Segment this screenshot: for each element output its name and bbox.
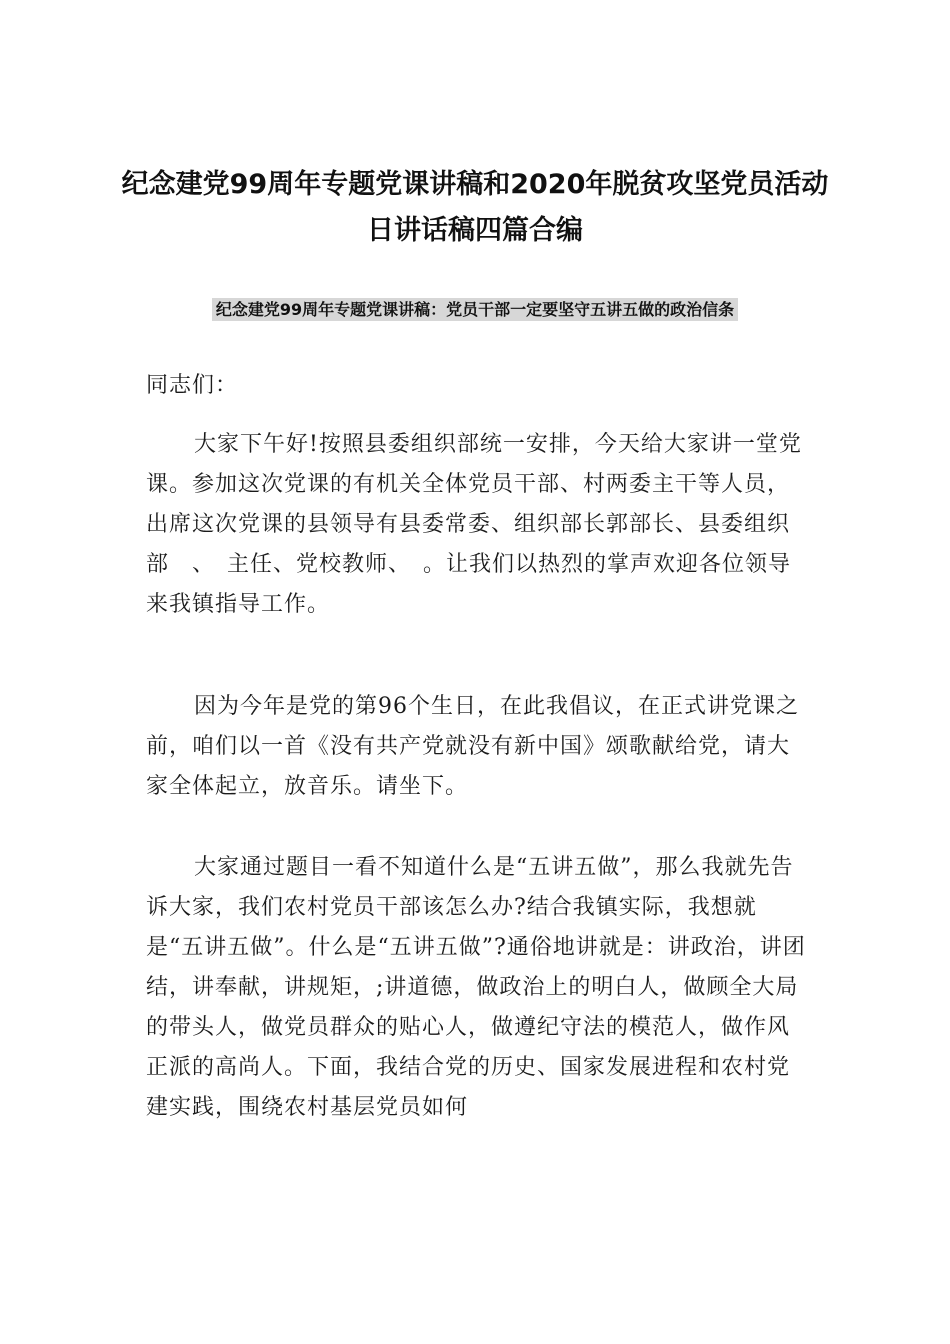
greeting: 同志们： bbox=[146, 373, 239, 398]
document-subtitle bbox=[110, 296, 840, 324]
paragraph: 因为今年是党的第96个生日，在此我倡议，在正式讲党课之前，咱们以一首《没有共产党就没有新中国》颂歌献给党，请大家全体起立，放音乐。请坐下。 bbox=[146, 694, 799, 799]
subtitle-text: 纪念建党99周年专题党课讲稿：党员干部一定要坚守五讲五做的政治信条 bbox=[212, 298, 738, 321]
document-title: 纪念建党99周年专题党课讲稿和2020年脱贫攻坚党员活动日讲话稿四篇合编 bbox=[121, 169, 829, 246]
paragraph: 大家下午好!按照县委组织部统一安排，今天给大家讲一堂党课。参加这次党课的有机关全体党员干部、村两委主干等人员，出席这次党课的县领导有县委常委、组织部长郭部长、县委组织部 、 主任、党校教师、 。让我们以热烈的掌声欢迎各位领导来我镇指导工作。 bbox=[146, 432, 802, 617]
paragraph: 大家通过题目一看不知道什么是“五讲五做”，那么我就先告诉大家，我们农村党员干部该怎么办?结合我镇实际，我想就是“五讲五做”。什么是“五讲五做”?通俗地讲就是：讲政治，讲团结，讲奉献，讲规矩，;讲道德，做政治上的明白人，做顾全大局的带头人，做党员群众的贴心人，做遵纪守法的模范人，做作风正派的高尚人。下面，我结合党的历史、国家发展进程和农村党建实践，围绕农村基层党员如何 bbox=[146, 855, 806, 1120]
